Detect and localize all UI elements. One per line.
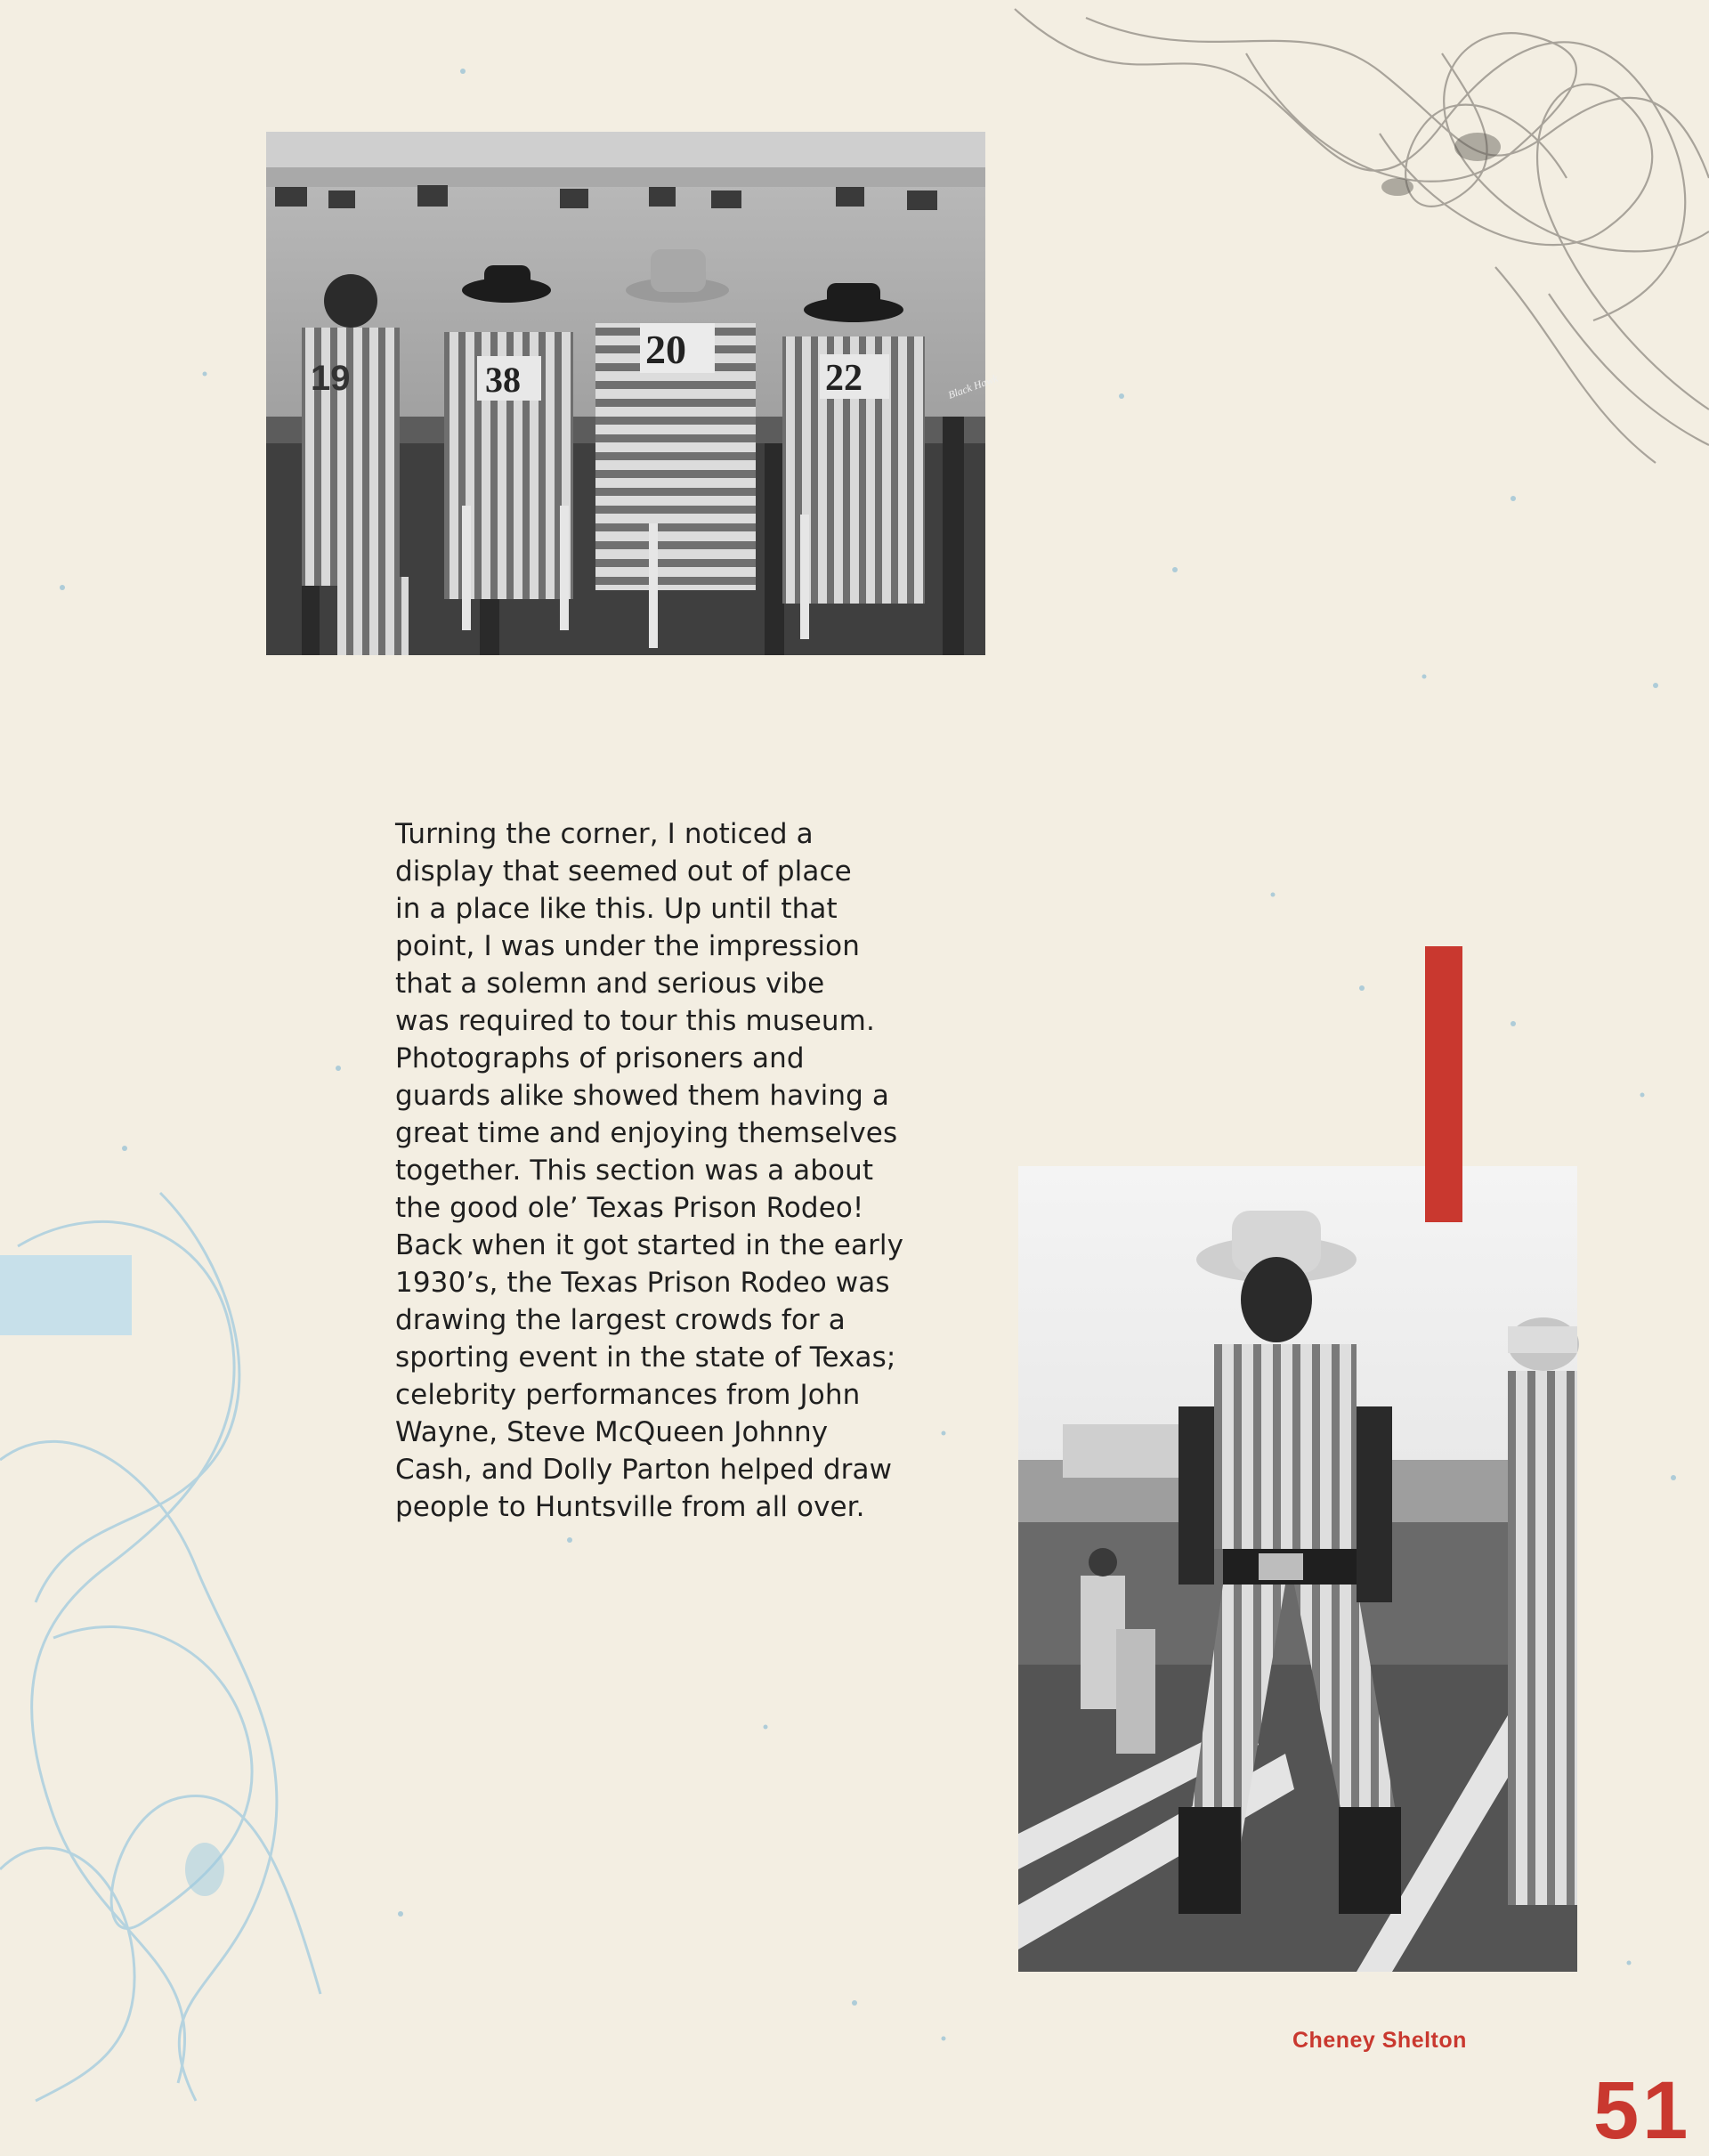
article-line: people to Huntsville from all over. bbox=[395, 1491, 865, 1523]
article-line: that a solemn and serious vibe bbox=[395, 968, 825, 1000]
accent-bar-blue bbox=[0, 1255, 132, 1335]
article-line: Cash, and Dolly Parton helped draw bbox=[395, 1454, 893, 1486]
photo-top-sign-text: Black Hawk bbox=[946, 371, 1000, 401]
article-line: sporting event in the state of Texas; bbox=[395, 1341, 896, 1374]
photo-top-number-38: 38 bbox=[485, 360, 521, 400]
photo-rodeo-cowboy-in-chute bbox=[1018, 1166, 1577, 1972]
article-line: point, I was under the impression bbox=[395, 930, 860, 962]
accent-bar-red bbox=[1425, 946, 1462, 1222]
photo-rodeo-prisoners-back-view bbox=[266, 132, 1000, 655]
article-line: guards alike showed them having a bbox=[395, 1080, 889, 1112]
photo-top-number-22: 22 bbox=[825, 358, 863, 399]
photo-top-number-19: 19 bbox=[311, 359, 351, 398]
article-line: Wayne, Steve McQueen Johnny bbox=[395, 1416, 829, 1448]
article-body-text bbox=[395, 815, 965, 1526]
article-line: Turning the corner, I noticed a bbox=[395, 818, 814, 850]
article-line: display that seemed out of place bbox=[395, 855, 852, 888]
article-line: 1930’s, the Texas Prison Rodeo was bbox=[395, 1267, 890, 1299]
article-line: in a place like this. Up until that bbox=[395, 893, 838, 925]
author-name: Cheney Shelton bbox=[1292, 2028, 1467, 2053]
article-line: together. This section was a about bbox=[395, 1155, 874, 1187]
article-line: Photographs of prisoners and bbox=[395, 1042, 805, 1074]
article-line: celebrity performances from John bbox=[395, 1379, 861, 1411]
photo-top-number-20: 20 bbox=[645, 327, 686, 372]
article-line: drawing the largest crowds for a bbox=[395, 1304, 846, 1336]
page-number: 51 bbox=[1593, 2065, 1692, 2156]
article-line: was required to tour this museum. bbox=[395, 1005, 875, 1037]
article-line: the good ole’ Texas Prison Rodeo! bbox=[395, 1192, 864, 1224]
article-line: great time and enjoying themselves bbox=[395, 1117, 898, 1149]
article-line: Back when it got started in the early bbox=[395, 1229, 904, 1261]
decorative-scribble-dark bbox=[979, 0, 1709, 498]
